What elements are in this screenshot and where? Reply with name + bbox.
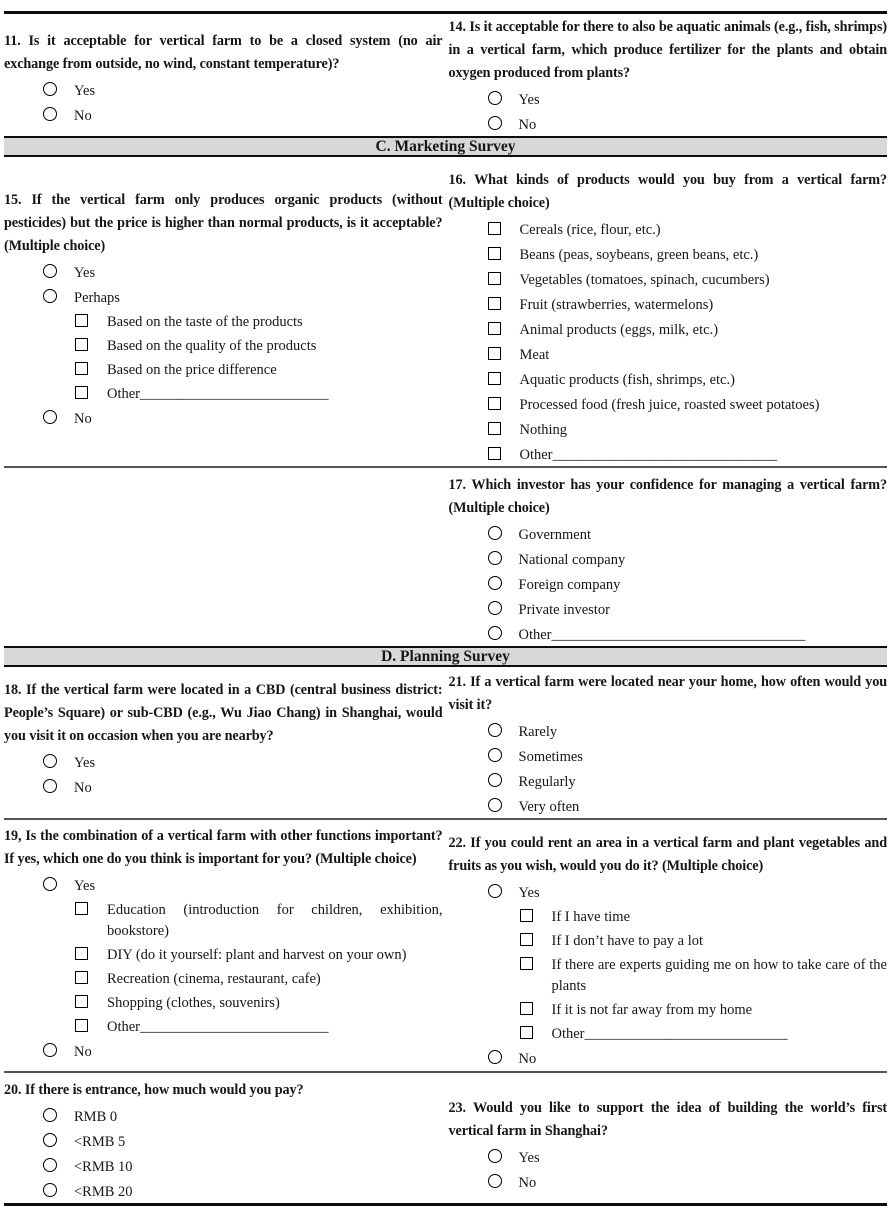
q23-option-yes[interactable] — [449, 1148, 888, 1169]
option-label: Sometimes — [518, 749, 583, 765]
row-q17 — [4, 468, 887, 646]
checkbox-icon[interactable] — [488, 322, 501, 335]
radio-icon[interactable] — [43, 410, 57, 424]
option-label: If I have time — [551, 909, 631, 925]
option-label: Yes — [74, 83, 96, 99]
option-label: Education (introduction for children, exhibition, bookstore) — [107, 902, 443, 939]
question-14-text: 14. Is it acceptable for there to also be aquatic animals (e.g., fish, shrimps) in a vertical farm, which produce fertilizer for the plants and obtain oxygen produced from plants? — [448, 19, 887, 81]
q19-suboption-shopping[interactable] — [4, 993, 443, 1014]
checkbox-icon[interactable] — [488, 347, 501, 360]
option-label: Yes — [518, 92, 540, 108]
question-11-options — [4, 81, 443, 127]
q15-option-perhaps[interactable] — [4, 288, 443, 309]
option-label: Recreation (cinema, restaurant, cafe) — [107, 971, 321, 987]
checkbox-icon[interactable] — [75, 902, 88, 915]
radio-icon[interactable] — [488, 116, 502, 130]
option-label: No — [74, 1044, 92, 1060]
question-21 — [449, 667, 888, 818]
radio-icon[interactable] — [488, 91, 502, 105]
q16-option-other[interactable] — [449, 445, 888, 466]
q15-suboption-price-difference[interactable] — [4, 360, 443, 381]
q21-option-sometimes[interactable] — [449, 747, 888, 768]
q16-option-meat[interactable] — [449, 345, 888, 366]
bottom-rule — [4, 1203, 887, 1206]
option-label: Foreign company — [518, 577, 621, 593]
option-label: No — [74, 780, 92, 796]
q22-suboption-not-pay-a-lot[interactable] — [449, 931, 888, 952]
question-16-options — [449, 220, 888, 466]
option-label: Yes — [74, 878, 96, 894]
option-label: Private investor — [518, 602, 610, 618]
question-20 — [4, 1073, 443, 1203]
checkbox-icon[interactable] — [488, 447, 501, 460]
option-label: Yes — [74, 265, 96, 281]
checkbox-icon[interactable] — [75, 947, 88, 960]
checkbox-icon[interactable] — [75, 1019, 88, 1032]
q15-option-no[interactable] — [4, 409, 443, 430]
radio-icon[interactable] — [43, 877, 57, 891]
question-14 — [449, 14, 888, 136]
option-label: No — [518, 1051, 537, 1067]
option-label: Fruit (strawberries, watermelons) — [519, 297, 714, 313]
q17-option-foreign-company[interactable] — [449, 575, 888, 596]
question-15-text: 15. If the vertical farm only produces organic products (without pesticides) but the price is higher than normal products, is it acceptable? (Multiple choice) — [4, 192, 443, 254]
option-label: If it is not far away from my home — [551, 1002, 753, 1018]
row-q20-q23 — [4, 1073, 887, 1203]
option-label: No — [74, 411, 92, 427]
option-label: No — [518, 1175, 537, 1191]
checkbox-icon[interactable] — [520, 957, 533, 970]
checkbox-icon[interactable] — [488, 422, 501, 435]
q18-option-no[interactable] — [4, 778, 443, 799]
question-22-text: 22. If you could rent an area in a vertical farm and plant vegetables and fruits as you wish, would you do it? (Multiple choice) — [448, 835, 887, 874]
question-17-text: 17. Which investor has your confidence for managing a vertical farm? (Multiple choice) — [448, 477, 887, 516]
option-label: Yes — [518, 1150, 540, 1166]
question-11-text: 11. Is it acceptable for vertical farm to be a closed system (no air exchange from outside, no wind, constant temperature)? — [4, 33, 443, 72]
question-17 — [449, 468, 888, 646]
question-15-options — [4, 263, 443, 430]
q19-suboption-recreation[interactable] — [4, 969, 443, 990]
checkbox-icon[interactable] — [488, 222, 501, 235]
q16-option-animal-products[interactable] — [449, 320, 888, 341]
radio-icon[interactable] — [43, 779, 57, 793]
q21-option-rarely[interactable] — [449, 722, 888, 743]
question-18-options — [4, 753, 443, 799]
option-label: No — [74, 108, 92, 124]
question-23-text: 23. Would you like to support the idea of building the world’s first vertical farm in Shanghai? — [448, 1100, 887, 1139]
row-q11-q14 — [4, 14, 887, 136]
option-label: DIY (do it yourself: plant and harvest on your own) — [107, 947, 407, 963]
radio-icon[interactable] — [488, 723, 502, 737]
checkbox-icon[interactable] — [520, 1002, 533, 1015]
question-18 — [4, 667, 443, 818]
q20-option-lt-rmb-10[interactable] — [4, 1157, 443, 1178]
checkbox-icon[interactable] — [75, 362, 88, 375]
row-q19-q22 — [4, 820, 887, 1071]
checkbox-icon[interactable] — [75, 995, 88, 1008]
question-19 — [4, 820, 443, 1071]
option-label: Very often — [518, 799, 580, 815]
q19-option-yes[interactable] — [4, 876, 443, 897]
q20-option-lt-rmb-20[interactable] — [4, 1182, 443, 1203]
radio-icon[interactable] — [488, 551, 502, 565]
radio-icon[interactable] — [488, 1149, 502, 1163]
section-header-marketing — [4, 136, 887, 157]
option-label: <RMB 5 — [74, 1134, 126, 1150]
q22-suboption-if-i-have-time[interactable] — [449, 907, 888, 928]
option-label: Meat — [519, 347, 550, 363]
checkbox-icon[interactable] — [488, 272, 501, 285]
q15-suboption-quality[interactable] — [4, 336, 443, 357]
option-label: Other_______________________________ — [519, 447, 778, 463]
q16-option-beans[interactable] — [449, 245, 888, 266]
option-label: Based on the taste of the products — [107, 314, 303, 330]
option-label: Rarely — [518, 724, 558, 740]
checkbox-icon[interactable] — [488, 247, 501, 260]
radio-icon[interactable] — [488, 773, 502, 787]
option-label: Regularly — [518, 774, 576, 790]
option-label: Other__________________________ — [107, 1019, 329, 1035]
radio-icon[interactable] — [488, 748, 502, 762]
question-23 — [449, 1073, 888, 1203]
q22-suboption-other[interactable] — [449, 1024, 888, 1045]
option-label: Cereals (rice, flour, etc.) — [519, 222, 661, 238]
checkbox-icon[interactable] — [488, 372, 501, 385]
q14-option-no[interactable] — [449, 115, 888, 136]
q22-suboption-experts-guiding[interactable] — [449, 955, 888, 997]
q11-option-yes[interactable] — [4, 81, 443, 102]
section-header-marketing-label: C. Marketing Survey — [375, 137, 516, 155]
q17-option-national-company[interactable] — [449, 550, 888, 571]
radio-icon[interactable] — [43, 82, 57, 96]
option-label: Beans (peas, soybeans, green beans, etc.) — [519, 247, 759, 263]
option-label: Vegetables (tomatoes, spinach, cucumbers) — [519, 272, 770, 288]
option-label: Nothing — [519, 422, 568, 438]
option-label: RMB 0 — [74, 1109, 118, 1125]
radio-icon[interactable] — [43, 1158, 57, 1172]
radio-icon[interactable] — [43, 1043, 57, 1057]
row-q18-q21 — [4, 667, 887, 818]
q15-suboption-other[interactable] — [4, 384, 443, 405]
option-label: Processed food (fresh juice, roasted sweet potatoes) — [519, 397, 820, 413]
q16-option-cereals[interactable] — [449, 220, 888, 241]
q20-option-lt-rmb-5[interactable] — [4, 1132, 443, 1153]
checkbox-icon[interactable] — [488, 297, 501, 310]
question-14-options — [449, 90, 888, 136]
q15-option-yes[interactable] — [4, 263, 443, 284]
question-19-options — [4, 876, 443, 1063]
section-header-planning — [4, 646, 887, 667]
q17-option-government[interactable] — [449, 525, 888, 546]
question-21-text: 21. If a vertical farm were located near your home, how often would you visit it? — [448, 674, 887, 713]
q22-option-no[interactable] — [449, 1049, 888, 1070]
q23-option-no[interactable] — [449, 1173, 888, 1194]
radio-icon[interactable] — [43, 107, 57, 121]
option-label: If I don’t have to pay a lot — [551, 933, 704, 949]
q20-option-rmb-0[interactable] — [4, 1107, 443, 1128]
option-label: <RMB 20 — [74, 1184, 133, 1200]
q17-option-other[interactable] — [449, 625, 888, 646]
checkbox-icon[interactable] — [75, 314, 88, 327]
radio-icon[interactable] — [43, 1108, 57, 1122]
radio-icon[interactable] — [43, 1183, 57, 1197]
option-label: Government — [518, 527, 591, 543]
question-20-options — [4, 1107, 443, 1203]
radio-icon[interactable] — [43, 754, 57, 768]
question-16 — [449, 157, 888, 466]
option-label: Other____________________________ — [551, 1026, 788, 1042]
option-label: Yes — [518, 885, 540, 901]
question-11 — [4, 14, 443, 136]
question-23-options — [449, 1148, 888, 1194]
checkbox-icon[interactable] — [520, 909, 533, 922]
q19-option-no[interactable] — [4, 1042, 443, 1063]
option-label: No — [518, 117, 537, 133]
option-label: Perhaps — [74, 290, 120, 306]
option-label: Other__________________________ — [107, 386, 329, 402]
checkbox-icon[interactable] — [75, 971, 88, 984]
radio-icon[interactable] — [488, 1174, 502, 1188]
question-16-text: 16. What kinds of products would you buy from a vertical farm? (Multiple choice) — [448, 172, 887, 211]
question-15 — [4, 157, 443, 466]
option-label: Aquatic products (fish, shrimps, etc.) — [519, 372, 735, 388]
question-22-options — [449, 883, 888, 1070]
option-label: If there are experts guiding me on how to take care of the plants — [551, 957, 887, 994]
row-q15-q16 — [4, 157, 887, 466]
q19-suboption-other[interactable] — [4, 1017, 443, 1038]
q17-option-private-investor[interactable] — [449, 600, 888, 621]
q16-option-processed-food[interactable] — [449, 395, 888, 416]
checkbox-icon[interactable] — [520, 933, 533, 946]
question-17-options — [449, 525, 888, 646]
q11-option-no[interactable] — [4, 106, 443, 127]
option-label: Animal products (eggs, milk, etc.) — [519, 322, 719, 338]
question-21-options — [449, 722, 888, 818]
checkbox-icon[interactable] — [75, 386, 88, 399]
option-label: Shopping (clothes, souvenirs) — [107, 995, 280, 1011]
radio-icon[interactable] — [43, 289, 57, 303]
option-label: Based on the price difference — [107, 362, 277, 378]
question-20-text: 20. If there is entrance, how much would you pay? — [4, 1082, 304, 1098]
option-label: National company — [518, 552, 626, 568]
checkbox-icon[interactable] — [75, 338, 88, 351]
section-header-planning-label: D. Planning Survey — [381, 647, 510, 665]
radio-icon[interactable] — [488, 884, 502, 898]
option-label: Other___________________________________ — [518, 627, 806, 643]
radio-icon[interactable] — [43, 264, 57, 278]
radio-icon[interactable] — [43, 1133, 57, 1147]
q22-suboption-not-far-from-home[interactable] — [449, 1000, 888, 1021]
radio-icon[interactable] — [488, 626, 502, 640]
q16-option-aquatic-products[interactable] — [449, 370, 888, 391]
q14-option-yes[interactable] — [449, 90, 888, 111]
radio-icon[interactable] — [488, 601, 502, 615]
q19-suboption-diy[interactable] — [4, 945, 443, 966]
q15-suboption-taste[interactable] — [4, 312, 443, 333]
question-18-text: 18. If the vertical farm were located in a CBD (central business district: People’s Square) or sub-CBD (e.g., Wu Jiao Chang) in Shanghai, would you visit it on occasion when you are nearby? — [4, 682, 443, 744]
q16-option-vegetables[interactable] — [449, 270, 888, 291]
question-22 — [449, 820, 888, 1071]
checkbox-icon[interactable] — [520, 1026, 533, 1039]
q18-option-yes[interactable] — [4, 753, 443, 774]
q22-option-yes[interactable] — [449, 883, 888, 904]
q16-option-fruit[interactable] — [449, 295, 888, 316]
option-label: <RMB 10 — [74, 1159, 133, 1175]
radio-icon[interactable] — [488, 526, 502, 540]
q16-option-nothing[interactable] — [449, 420, 888, 441]
q21-option-very-often[interactable] — [449, 797, 888, 818]
option-label: Based on the quality of the products — [107, 338, 317, 354]
q21-option-regularly[interactable] — [449, 772, 888, 793]
checkbox-icon[interactable] — [488, 397, 501, 410]
radio-icon[interactable] — [488, 798, 502, 812]
radio-icon[interactable] — [488, 1050, 502, 1064]
q19-suboption-education[interactable] — [4, 900, 443, 942]
empty-cell — [4, 468, 443, 646]
question-19-text: 19, Is the combination of a vertical farm with other functions important? If yes, which one do you think is important for you? (Multiple choice) — [4, 828, 443, 867]
radio-icon[interactable] — [488, 576, 502, 590]
option-label: Yes — [74, 755, 96, 771]
